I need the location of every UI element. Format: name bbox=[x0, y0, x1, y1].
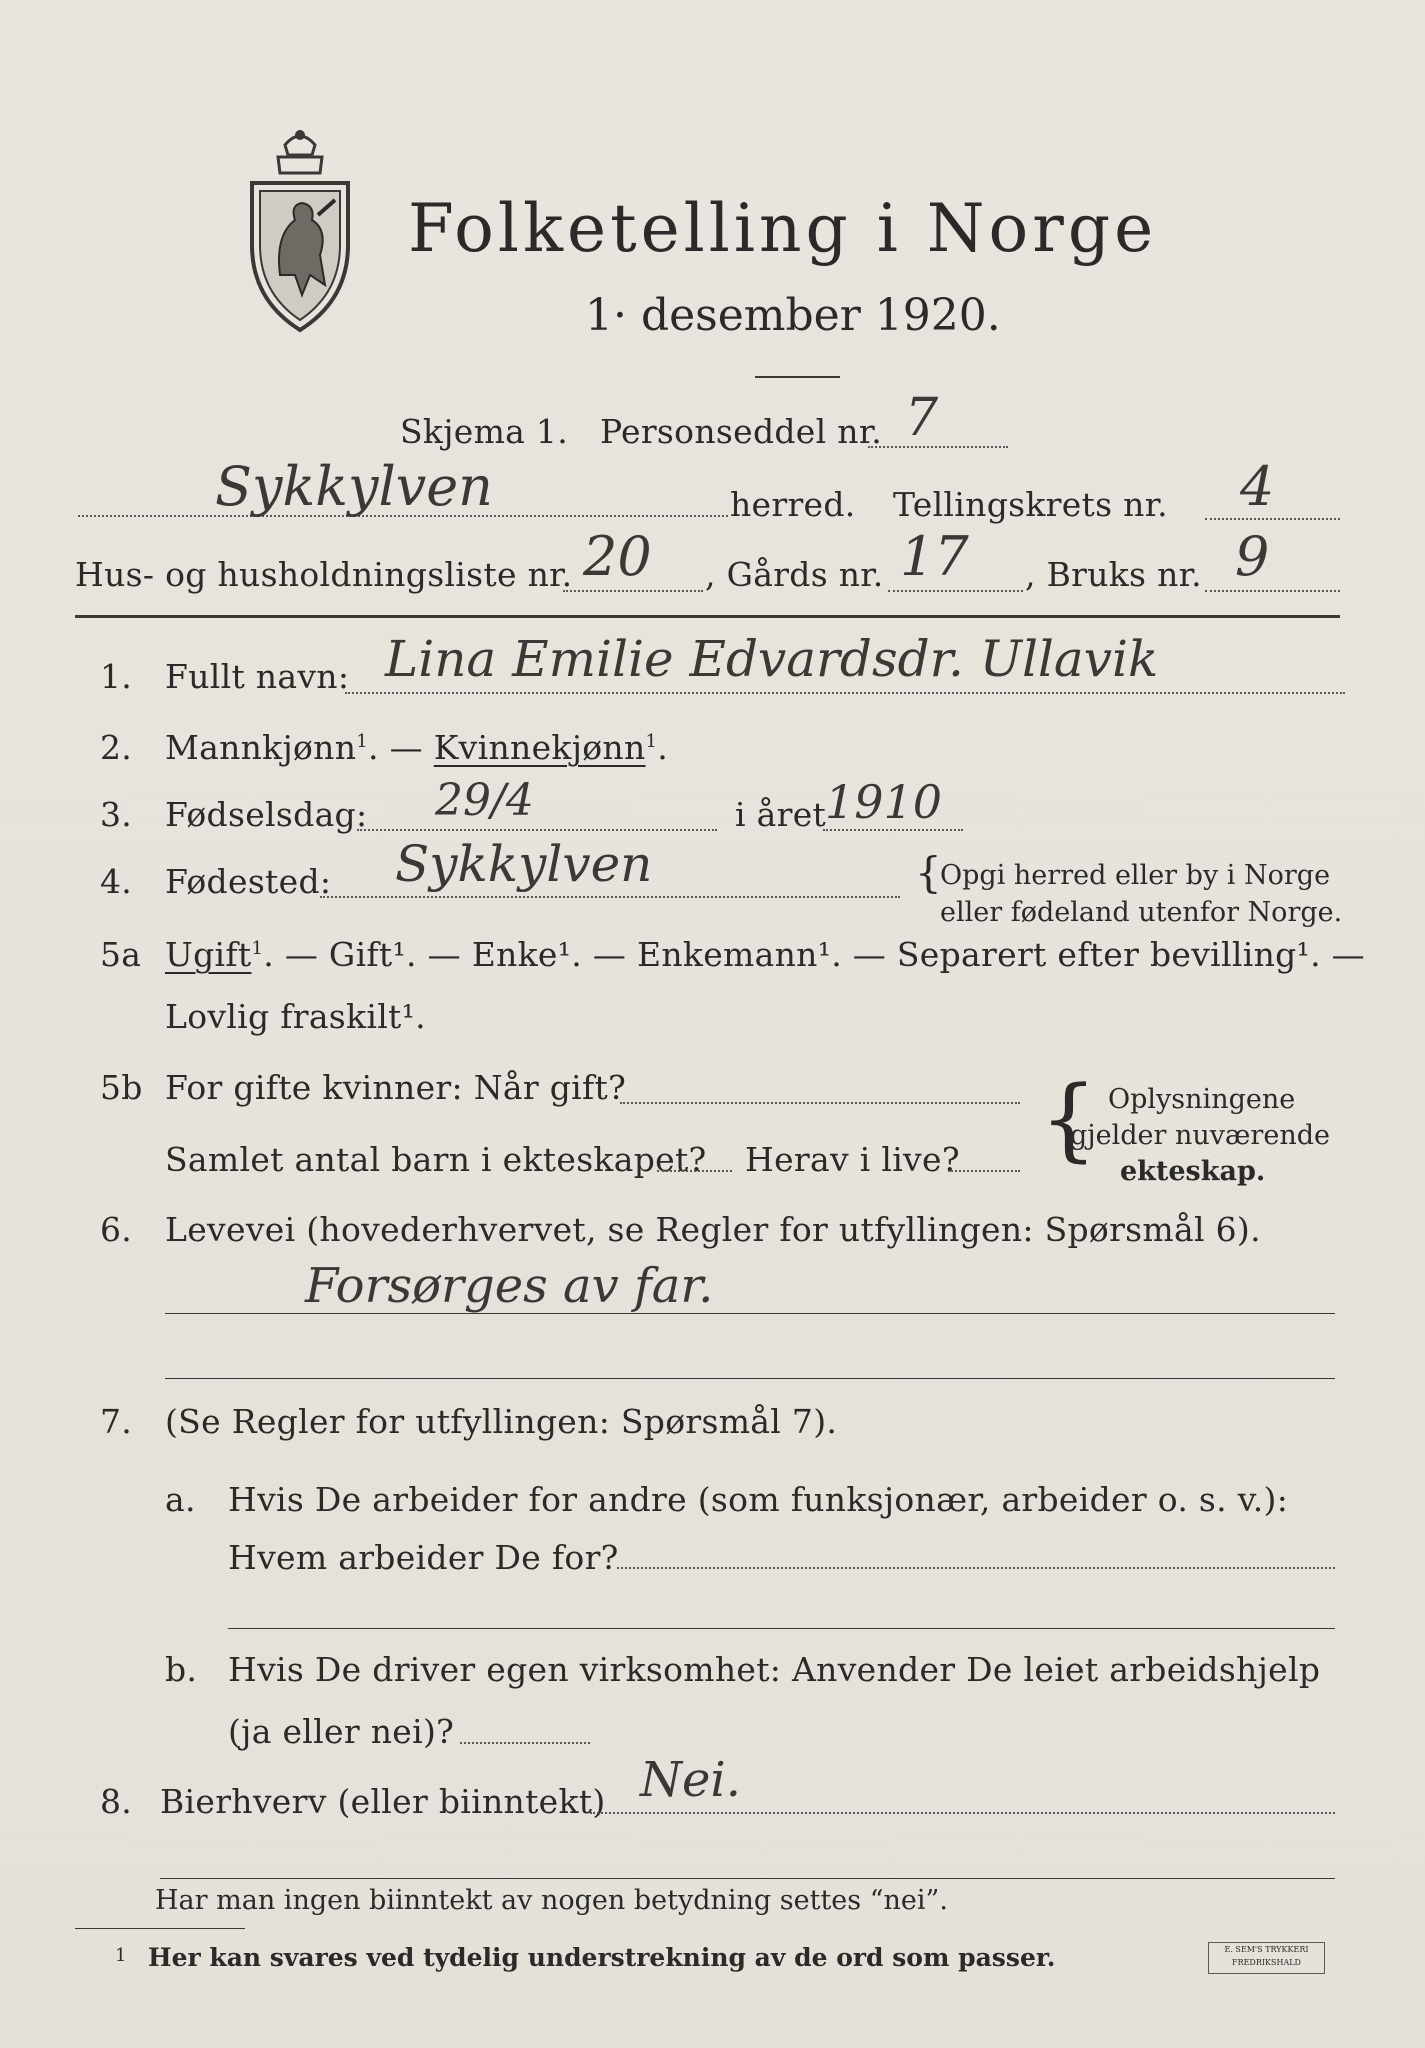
q7a-label: Hvis De arbeider for andre (som funksjonær, arbeider o. s. v.): bbox=[228, 1480, 1289, 1519]
occupation-value[interactable]: Forsørges av far. bbox=[305, 1258, 714, 1314]
q7b-label: Hvis De driver egen virksomhet: Anvender De leiet arbeidshjelp bbox=[228, 1650, 1321, 1689]
civil-status-ugift[interactable]: Ugift bbox=[165, 935, 252, 974]
printer-stamp: E. SEM'S TRYKKERI FREDRIKSHALD bbox=[1208, 1942, 1325, 1974]
q8-label: Bierhverv (eller biinntekt) bbox=[160, 1782, 606, 1821]
q3-number: 3. bbox=[100, 795, 133, 834]
tellingskrets-label: Tellingskrets nr. bbox=[893, 485, 1168, 524]
personseddel-label: Personseddel nr. bbox=[600, 412, 883, 451]
gards-label: , Gårds nr. bbox=[705, 555, 884, 594]
civil-status-line2: Lovlig fraskilt¹. bbox=[165, 997, 426, 1036]
q7-number: 7. bbox=[100, 1402, 133, 1441]
husliste-label: Hus- og husholdningsliste nr. bbox=[75, 555, 573, 594]
full-name-value[interactable]: Lina Emilie Edvardsdr. Ullavik bbox=[385, 630, 1159, 688]
q5b-label: For gifte kvinner: Når gift? bbox=[165, 1068, 627, 1107]
q4-brace: { bbox=[915, 848, 942, 897]
sex-options: Mannkjønn$^1$. — Kvinnekjønn$^1$. bbox=[165, 728, 669, 767]
q2-number: 2. bbox=[100, 728, 133, 767]
footnote-rule bbox=[75, 1928, 245, 1929]
q5b-barn-label: Samlet antal barn i ekteskapet? bbox=[165, 1140, 707, 1179]
q7a-letter: a. bbox=[165, 1480, 196, 1519]
q6-number: 6. bbox=[100, 1210, 133, 1249]
tellingskrets-value[interactable]: 4 bbox=[1240, 455, 1275, 518]
sex-female-option[interactable]: Kvinnekjønn bbox=[433, 728, 646, 767]
q7b-sub-label: (ja eller nei)? bbox=[228, 1712, 455, 1751]
q4-note-2: eller fødeland utenfor Norge. bbox=[940, 897, 1343, 928]
q8-number: 8. bbox=[100, 1782, 133, 1821]
q5b-brace: { bbox=[1040, 1067, 1098, 1172]
sex-male-option[interactable]: Mannkjønn bbox=[165, 728, 357, 767]
q1-number: 1. bbox=[100, 657, 133, 696]
gards-value[interactable]: 17 bbox=[900, 525, 969, 588]
form-title: Folketelling i Norge bbox=[408, 190, 1158, 267]
census-date: 1· desember 1920. bbox=[585, 290, 1001, 341]
q4-label: Fødested: bbox=[165, 862, 332, 901]
bruks-label: , Bruks nr. bbox=[1025, 555, 1202, 594]
title-divider bbox=[755, 376, 840, 378]
civil-status-options: Ugift$^1$. — Gift¹. — Enke¹. — Enkemann¹. — Separert efter bevilling¹. — bbox=[165, 935, 1365, 974]
personseddel-value[interactable]: 7 bbox=[905, 388, 939, 448]
q4-note-1: Opgi herred eller by i Norge bbox=[940, 860, 1331, 891]
q1-label: Fullt navn: bbox=[165, 657, 350, 696]
q5b-number: 5b bbox=[100, 1068, 143, 1107]
herred-label: herred. bbox=[730, 485, 856, 524]
q5b-note-2: gjelder nuværende bbox=[1070, 1120, 1330, 1151]
coat-of-arms-icon bbox=[240, 125, 360, 335]
q7a-sub-label: Hvem arbeider De for? bbox=[228, 1538, 619, 1577]
q4-number: 4. bbox=[100, 862, 133, 901]
side-occupation-value[interactable]: Nei. bbox=[640, 1752, 742, 1808]
birth-year-value[interactable]: 1910 bbox=[825, 775, 943, 829]
birthplace-value[interactable]: Sykkylven bbox=[395, 835, 653, 893]
q6-label: Levevei (hovederhvervet, se Regler for utfyllingen: Spørsmål 6). bbox=[165, 1210, 1261, 1249]
q5b-live-label: Herav i live? bbox=[745, 1140, 960, 1179]
header-rule bbox=[75, 615, 1340, 618]
footer-note: Har man ingen biinntekt av nogen betydning settes “nei”. bbox=[155, 1885, 948, 1916]
husliste-value[interactable]: 20 bbox=[583, 525, 652, 588]
bruks-value[interactable]: 9 bbox=[1235, 525, 1270, 588]
q7b-letter: b. bbox=[165, 1650, 198, 1689]
q5a-number: 5a bbox=[100, 935, 142, 974]
q7-label: (Se Regler for utfyllingen: Spørsmål 7). bbox=[165, 1402, 838, 1441]
footnote-text: Her kan svares ved tydelig understrekning av de ord som passer. bbox=[148, 1943, 1056, 1972]
birthday-value[interactable]: 29/4 bbox=[435, 775, 534, 826]
footnote-mark: 1 bbox=[115, 1945, 127, 1966]
herred-value[interactable]: Sykkylven bbox=[215, 455, 493, 518]
q3-label: Fødselsdag: bbox=[165, 795, 368, 834]
q5b-note-1: Oplysningene bbox=[1108, 1084, 1296, 1115]
q3-year-label: i året bbox=[735, 795, 827, 834]
skjema-label: Skjema 1. bbox=[400, 412, 569, 451]
q5b-note-3: ekteskap. bbox=[1120, 1156, 1266, 1187]
